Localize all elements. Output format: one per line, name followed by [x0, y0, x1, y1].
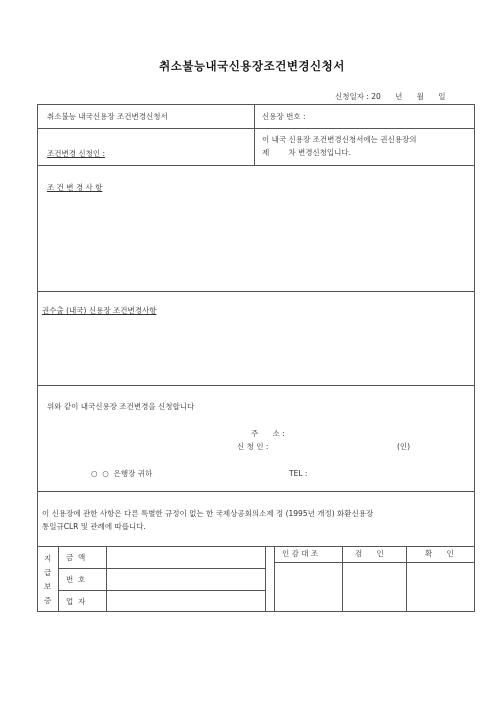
bank-addressee: ○ ○ 은행장 귀하	[91, 469, 153, 478]
side-label-char: 급	[44, 568, 52, 577]
verify-header-seal: 인 감 대 조	[282, 549, 319, 558]
application-date: 신청일자 : 20 년 월 일	[335, 92, 446, 101]
divider	[274, 546, 275, 612]
notice-line2: 제 차 변경신청입니다.	[262, 148, 352, 157]
divider	[38, 291, 474, 292]
notice-line1: 이 내국 신용장 조건변경신청서에는 권신용장의	[262, 135, 417, 144]
form-frame	[37, 104, 475, 612]
divider	[58, 546, 59, 612]
row-label-number: 번 호	[66, 575, 86, 584]
request-statement: 위와 같이 내국신용장 조건변경을 신청합니다	[47, 402, 195, 411]
divider	[254, 105, 255, 165]
change-details-heading: 조 건 변 경 사 항	[47, 183, 103, 192]
form-name: 취소불능 내국신용장 조건변경신청서	[47, 112, 168, 121]
terms-line2: 통일규CLR 및 관례에 따릅니다.	[42, 522, 146, 531]
divider	[342, 546, 343, 612]
tel-label: TEL :	[289, 469, 308, 478]
divider	[58, 590, 265, 591]
divider	[106, 546, 107, 612]
beneficiary-change-heading: 권수출 (내국) 신용장 조건변경사항	[42, 306, 157, 315]
row-label-company: 업 자	[66, 597, 86, 606]
divider	[265, 546, 266, 612]
side-label-char: 지	[44, 554, 52, 563]
side-label-char: 증	[44, 596, 52, 605]
divider	[274, 562, 474, 563]
terms-line1: 이 신용장에 관한 사항은 다른 특별한 규정이 없는 한 국제상공회의소제 정 (1995년 개정) 화환신용장	[42, 509, 374, 518]
verify-header-inspect: 검 인	[355, 549, 384, 558]
divider	[38, 165, 474, 166]
lc-number-label: 신용장 번호 :	[262, 112, 306, 121]
document-title: 취소불능내국신용장조건변경신청서	[159, 59, 345, 73]
side-label-char: 보	[44, 582, 52, 591]
row-label-amount: 금 액	[66, 553, 86, 562]
divider	[38, 491, 474, 492]
seal-label: (인)	[397, 442, 411, 451]
divider	[38, 128, 474, 129]
address-label: 주 소 :	[251, 429, 285, 438]
divider	[406, 546, 407, 612]
divider	[38, 385, 474, 386]
verify-header-confirm: 확 인	[425, 549, 454, 558]
divider	[38, 546, 474, 547]
applicant-sign-label: 신 청 인 :	[237, 442, 269, 451]
divider	[58, 568, 265, 569]
applicant-label: 조건변경 신청인 :	[47, 149, 106, 158]
